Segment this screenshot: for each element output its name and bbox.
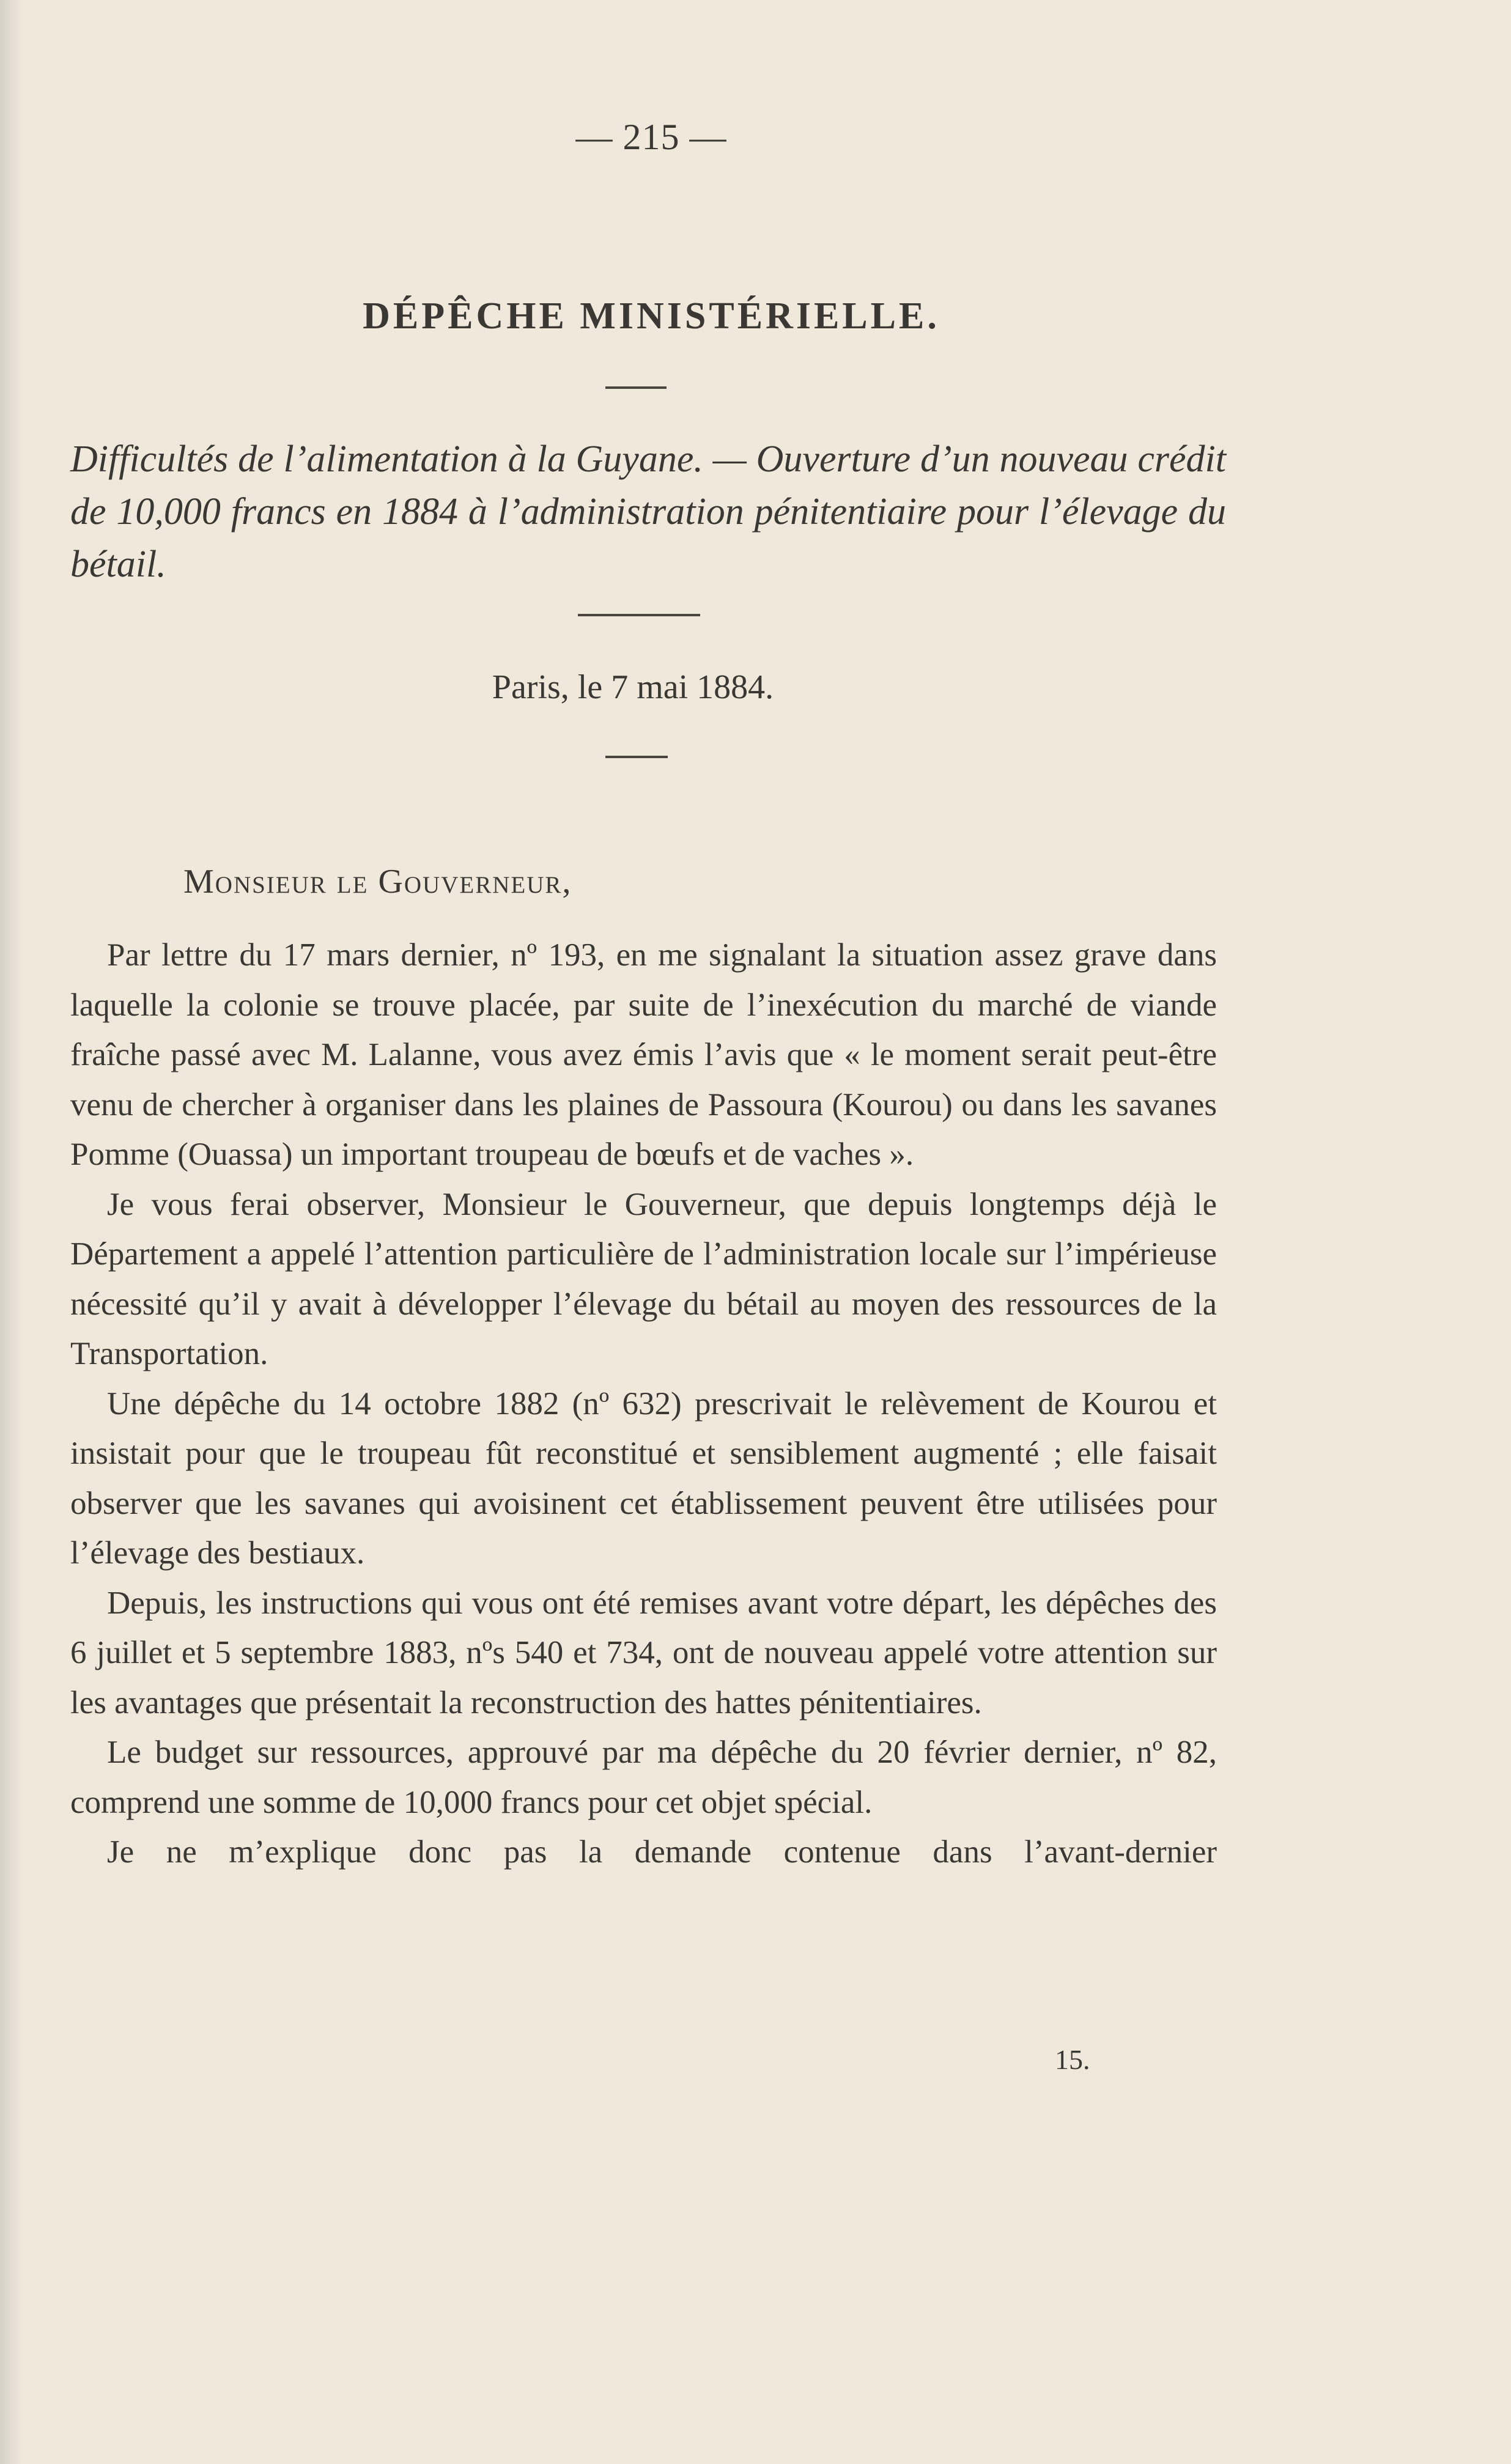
paragraph: Une dépêche du 14 octobre 1882 (nº 632) prescrivait le relèvement de Kourou et insistait pour que le troupeau fût reconstitué et sensiblement augmenté ; elle faisait observer que les savanes qui avoisinent cet établissement peuvent être utilisées pour l’élevage des bestiaux. — [70, 1385, 1217, 1571]
subject-summary: Difficultés de l’alimentation à la Guyane. — Ouverture d’un nouveau crédit de 10,000 francs en 1884 à l’administration pénitentiaire pour l’élevage du bétail. — [70, 438, 1226, 585]
dateline: Paris, le 7 mai 1884. — [492, 668, 774, 706]
divider-rule — [605, 386, 667, 389]
page-title: DÉPÊCHE MINISTÉRIELLE. — [363, 295, 940, 337]
paragraph: Je ne m’explique donc pas la demande contenue dans l’avant-dernier — [107, 1834, 1217, 1870]
letter-body — [70, 931, 1217, 1878]
divider-rule — [605, 756, 668, 758]
signature-mark: 15. — [1055, 2044, 1090, 2075]
page-number: — 215 — — [575, 117, 727, 157]
divider-rule — [578, 614, 700, 616]
paragraph: Par lettre du 17 mars dernier, nº 193, en me signalant la situation assez grave dans laquelle la colonie se trouve placée, par suite de l’inexécution du marché de viande fraîche passé avec M. Lalanne, vous avez émis l’avis que « le moment serait peut-être venu de chercher à organiser dans les plaines de Passoura (Kourou) ou dans les savanes Pomme (Ouassa) un important troupeau de bœufs et de vaches ». — [70, 937, 1217, 1172]
salutation: Monsieur le Gouverneur, — [183, 863, 572, 901]
paragraph: Depuis, les instructions qui vous ont été remises avant votre départ, les dépêches des 6 juillet et 5 septembre 1883, nºs 540 et 734, ont de nouveau appelé votre attention sur les avantages que présentait la reconstruction des hattes pénitentiaires. — [70, 1585, 1217, 1721]
paragraph: Le budget sur ressources, approuvé par ma dépêche du 20 février dernier, nº 82, comprend une somme de 10,000 francs pour cet objet spécial. — [70, 1735, 1217, 1820]
paragraph: Je vous ferai observer, Monsieur le Gouverneur, que depuis longtemps déjà le Département a appelé l’attention particulière de l’administration locale sur l’impérieuse nécessité qu’il y avait à développer l’élevage du bétail au moyen des ressources de la Transportation. — [70, 1186, 1217, 1371]
